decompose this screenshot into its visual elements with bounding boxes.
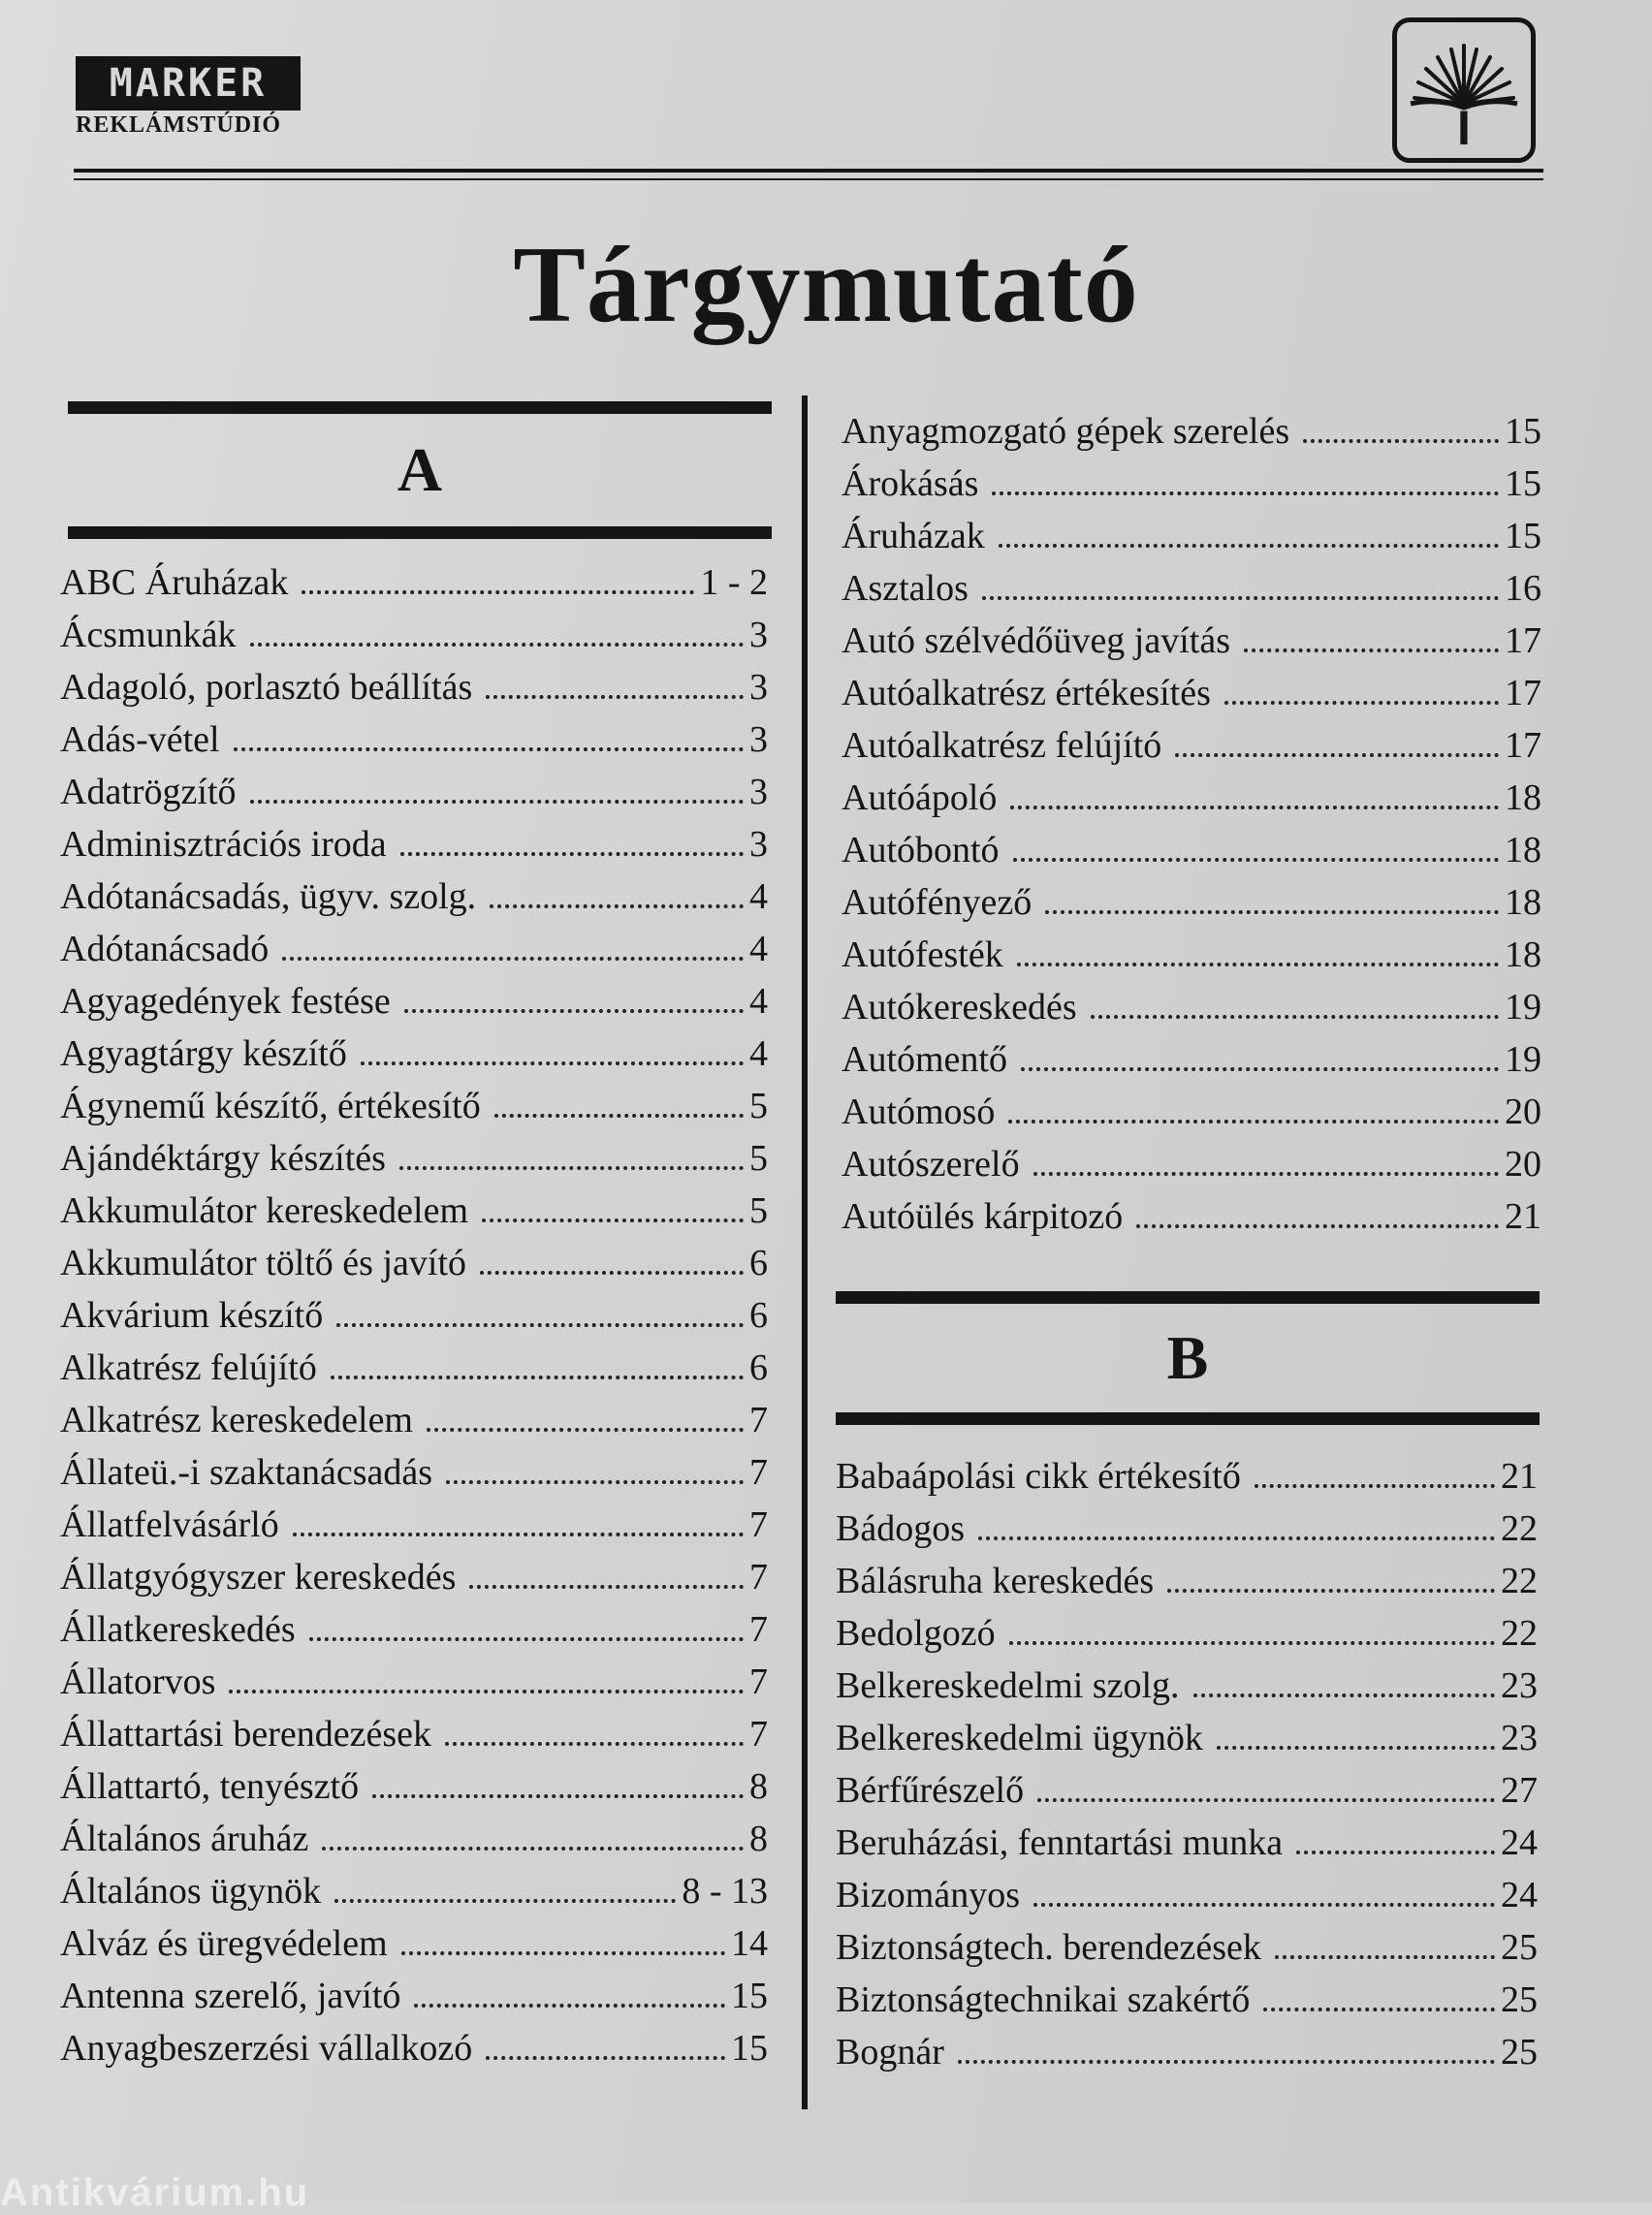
entry-page: 23 [1501, 1718, 1538, 1758]
entry-name: Állatgyógyszer kereskedés [60, 1557, 457, 1598]
entry-name: Árokásás [842, 463, 979, 504]
entry-name: Beruházási, fenntartási munka [836, 1822, 1284, 1863]
entry-page: 6 [749, 1347, 768, 1388]
entry-page: 5 [749, 1138, 768, 1179]
entry-name: Akvárium készítő [60, 1295, 324, 1336]
index-entry [60, 1020, 768, 1072]
index-entry [842, 973, 1541, 1026]
entry-page: 7 [749, 1504, 768, 1545]
index-entry [60, 1648, 768, 1700]
dot-leader [1037, 1798, 1495, 1802]
dot-leader [229, 1690, 744, 1693]
dot-leader [1193, 1693, 1495, 1697]
entry-name: Adótanácsadás, ügyv. szolg. [60, 876, 477, 917]
entry-page: 16 [1505, 568, 1541, 609]
dot-leader [1224, 701, 1499, 705]
entry-name: Belkereskedelmi szolg. [836, 1665, 1180, 1706]
logo-mark: MARKER [76, 56, 301, 111]
entry-name: Adótanácsadó [60, 929, 270, 969]
index-entry [60, 1124, 768, 1177]
index-entry [836, 1599, 1538, 1652]
dot-leader [399, 1166, 744, 1170]
dot-leader [1033, 1172, 1499, 1176]
index-entry [60, 1386, 768, 1439]
entry-name: Autóalkatrész felújító [842, 725, 1162, 766]
entry-name: Bizományos [836, 1875, 1020, 1915]
dot-leader [1009, 1641, 1495, 1645]
entry-name: Bedolgozó [836, 1613, 996, 1654]
index-list-b [836, 1442, 1538, 2071]
dot-leader [978, 1536, 1495, 1540]
entry-name: Bálásruha kereskedés [836, 1561, 1155, 1601]
index-entry [836, 1914, 1538, 1966]
index-entry [836, 2018, 1538, 2071]
entry-page: 8 [749, 1766, 768, 1807]
entry-name: Bérfűrészelő [836, 1770, 1025, 1811]
entry-page: 3 [749, 719, 768, 760]
section-bar-top [68, 401, 772, 414]
entry-page: 15 [1505, 463, 1541, 504]
dot-leader [1217, 1746, 1495, 1750]
entry-name: Autókereskedés [842, 987, 1077, 1028]
entry-page: 21 [1505, 1196, 1541, 1237]
entry-page: 4 [749, 876, 768, 917]
entry-name: Babaápolási cikk értékesítő [836, 1456, 1241, 1497]
entry-name: Általános áruház [60, 1819, 309, 1859]
entry-name: Adminisztrációs iroda [60, 824, 387, 865]
dot-leader [1091, 1015, 1499, 1019]
entry-name: Bognár [836, 2032, 944, 2073]
entry-name: Belkereskedelmi ügynök [836, 1718, 1203, 1758]
section-b-header [836, 1291, 1540, 1425]
entry-name: Alkatrész kereskedelem [60, 1400, 413, 1440]
entry-page: 14 [731, 1923, 768, 1964]
dot-leader [282, 957, 744, 961]
entry-name: Anyagmozgató gépek szerelés [842, 411, 1290, 452]
index-entry [60, 1805, 768, 1857]
index-entry [60, 863, 768, 915]
entry-page: 19 [1505, 987, 1541, 1028]
dot-leader [490, 904, 744, 908]
entry-page: 25 [1501, 1927, 1538, 1968]
index-list-right-a [842, 397, 1541, 1235]
index-entry [60, 1334, 768, 1386]
entry-page: 21 [1501, 1456, 1538, 1497]
entry-page: 5 [749, 1190, 768, 1231]
entry-page: 7 [749, 1609, 768, 1650]
dot-leader [331, 1376, 744, 1379]
dot-leader [494, 1114, 744, 1118]
entry-page: 22 [1501, 1508, 1538, 1549]
index-entry [60, 601, 768, 653]
entry-name: Agyagedények festése [60, 981, 391, 1022]
entry-name: Adatrögzítő [60, 772, 237, 812]
dot-leader [1033, 1903, 1495, 1907]
dot-leader [1021, 1067, 1499, 1071]
index-entry [836, 1756, 1538, 1809]
dot-leader [1010, 806, 1499, 809]
entry-name: Biztonságtech. berendezések [836, 1927, 1261, 1968]
watermark: Antikvárium.hu [0, 2171, 310, 2214]
dot-leader [250, 800, 744, 804]
page-title: Tárgymutató [513, 225, 1139, 345]
entry-page: 1 - 2 [700, 562, 768, 603]
entry-page: 18 [1505, 830, 1541, 870]
index-entry [60, 706, 768, 758]
index-entry [60, 1857, 768, 1910]
entry-name: Állatfelvásárló [60, 1504, 279, 1545]
entry-name: Bádogos [836, 1508, 965, 1549]
dot-leader [1296, 1851, 1495, 1854]
index-entry [60, 1596, 768, 1648]
section-bar-top [836, 1291, 1540, 1304]
entry-name: Autóbontó [842, 830, 1000, 870]
entry-page: 6 [749, 1295, 768, 1336]
entry-name: Agyagtárgy készítő [60, 1033, 347, 1074]
entry-page: 5 [749, 1086, 768, 1126]
entry-name: Anyagbeszerzési vállalkozó [60, 2028, 473, 2069]
entry-name: Asztalos [842, 568, 969, 609]
dot-leader [1175, 753, 1499, 757]
entry-name: Autómosó [842, 1092, 996, 1132]
entry-page: 3 [749, 772, 768, 812]
entry-page: 18 [1505, 777, 1541, 818]
index-entry [60, 1439, 768, 1491]
column-divider [802, 396, 808, 2109]
index-entry [842, 607, 1541, 659]
dot-leader [1136, 1224, 1499, 1228]
dot-leader [414, 2004, 725, 2008]
entry-page: 20 [1505, 1144, 1541, 1185]
entry-page: 3 [749, 824, 768, 865]
entry-page: 15 [1505, 516, 1541, 556]
index-entry [60, 1177, 768, 1229]
entry-name: Általános ügynök [60, 1871, 322, 1912]
entry-name: Alkatrész felújító [60, 1347, 317, 1388]
section-bar-bottom [836, 1412, 1540, 1425]
index-entry [60, 915, 768, 967]
index-entry [60, 1753, 768, 1805]
dot-leader [1013, 858, 1499, 862]
dot-leader [958, 2060, 1495, 2064]
entry-page: 7 [749, 1661, 768, 1702]
dot-leader [361, 1061, 744, 1065]
index-entry [836, 1652, 1538, 1704]
index-entry [60, 2014, 768, 2067]
dot-leader [1017, 963, 1499, 966]
entry-name: Autómentő [842, 1039, 1007, 1080]
index-entry [842, 1026, 1541, 1078]
index-entry [842, 397, 1541, 450]
index-list-left [60, 549, 768, 2067]
index-entry [836, 1547, 1538, 1599]
index-entry [60, 1072, 768, 1124]
entry-page: 15 [1505, 411, 1541, 452]
section-letter-a: A [397, 435, 443, 504]
index-entry [842, 1078, 1541, 1130]
index-entry [60, 758, 768, 810]
entry-page: 22 [1501, 1561, 1538, 1601]
section-letter-b: B [1166, 1323, 1209, 1392]
index-entry [842, 659, 1541, 712]
book-badge [1392, 17, 1536, 163]
entry-name: Áruházak [842, 516, 985, 556]
dot-leader [302, 590, 694, 594]
corner-letter: I [1457, 101, 1471, 155]
section-a-header [68, 401, 772, 539]
index-entry [60, 1700, 768, 1753]
index-entry [842, 554, 1541, 607]
entry-page: 3 [749, 615, 768, 655]
entry-page: 17 [1505, 620, 1541, 661]
entry-name: ABC Áruházak [60, 562, 289, 603]
dot-leader [480, 1271, 744, 1275]
index-entry [60, 1543, 768, 1596]
dot-leader [1045, 910, 1499, 914]
dot-leader [992, 491, 1499, 495]
entry-page: 4 [749, 981, 768, 1022]
entry-page: 18 [1505, 882, 1541, 923]
dot-leader [1263, 2008, 1495, 2011]
dot-leader [482, 1218, 744, 1222]
index-entry [842, 869, 1541, 921]
entry-name: Állateü.-i szaktanácsadás [60, 1452, 433, 1493]
entry-name: Autószerelő [842, 1144, 1020, 1185]
entry-page: 6 [749, 1243, 768, 1283]
index-entry [842, 502, 1541, 554]
dot-leader [404, 1009, 744, 1013]
index-entry [60, 1229, 768, 1282]
entry-name: Akkumulátor kereskedelem [60, 1190, 469, 1231]
dot-leader [309, 1637, 744, 1641]
dot-leader [486, 2056, 725, 2060]
entry-page: 27 [1501, 1770, 1538, 1811]
entry-page: 7 [749, 1714, 768, 1755]
dot-leader [1275, 1955, 1495, 1959]
entry-page: 17 [1505, 725, 1541, 766]
entry-name: Állattartási berendezések [60, 1714, 431, 1755]
entry-page: 7 [749, 1400, 768, 1440]
dot-leader [400, 852, 744, 856]
dot-leader [336, 1323, 744, 1327]
entry-name: Ágynemű készítő, értékesítő [60, 1086, 481, 1126]
dot-leader [1244, 649, 1499, 652]
dot-leader [250, 643, 744, 647]
index-entry [60, 1282, 768, 1334]
index-entry [842, 1130, 1541, 1183]
entry-name: Ajándéktárgy készítés [60, 1138, 386, 1179]
entry-name: Ácsmunkák [60, 615, 237, 655]
entry-name: Autófesték [842, 934, 1003, 975]
entry-name: Alváz és üregvédelem [60, 1923, 388, 1964]
dot-leader [293, 1533, 744, 1536]
header-rule-thin [74, 178, 1543, 180]
entry-page: 25 [1501, 2032, 1538, 2073]
entry-page: 25 [1501, 1979, 1538, 2020]
entry-name: Autóülés kárpitozó [842, 1196, 1124, 1237]
entry-name: Biztonságtechnikai szakértő [836, 1979, 1251, 2020]
index-entry [60, 810, 768, 863]
index-entry [836, 1442, 1538, 1495]
entry-name: Autó szélvédőüveg javítás [842, 620, 1231, 661]
dot-leader [982, 596, 1499, 600]
marker-logo [76, 56, 301, 139]
open-book-icon [1405, 32, 1523, 113]
entry-page: 8 - 13 [682, 1871, 768, 1912]
dot-leader [322, 1847, 744, 1851]
entry-name: Állatorvos [60, 1661, 216, 1702]
index-entry [60, 1491, 768, 1543]
index-entry [842, 764, 1541, 816]
index-entry [842, 1183, 1541, 1235]
entry-page: 19 [1505, 1039, 1541, 1080]
dot-leader [1008, 1120, 1499, 1123]
dot-leader [1167, 1589, 1495, 1593]
entry-name: Autófényező [842, 882, 1032, 923]
dot-leader [999, 544, 1499, 548]
dot-leader [1255, 1484, 1495, 1488]
dot-leader [234, 747, 744, 751]
index-entry [836, 1704, 1538, 1756]
dot-leader [445, 1742, 744, 1746]
header-rule [74, 169, 1543, 173]
index-entry [60, 653, 768, 706]
entry-name: Adagoló, porlasztó beállítás [60, 667, 473, 708]
entry-page: 24 [1501, 1875, 1538, 1915]
dot-leader [1303, 439, 1499, 443]
dot-leader [486, 695, 744, 699]
entry-page: 22 [1501, 1613, 1538, 1654]
entry-name: Autóápoló [842, 777, 998, 818]
index-entry [842, 712, 1541, 764]
index-entry [842, 921, 1541, 973]
entry-page: 4 [749, 1033, 768, 1074]
entry-name: Adás-vétel [60, 719, 220, 760]
dot-leader [334, 1899, 676, 1903]
entry-page: 23 [1501, 1665, 1538, 1706]
dot-leader [469, 1585, 744, 1589]
dot-leader [427, 1428, 744, 1432]
entry-page: 15 [731, 2028, 768, 2069]
entry-page: 8 [749, 1819, 768, 1859]
entry-name: Autóalkatrész értékesítés [842, 673, 1211, 713]
index-entry [842, 816, 1541, 869]
entry-name: Állatkereskedés [60, 1609, 296, 1650]
dot-leader [446, 1480, 744, 1484]
index-entry [836, 1809, 1538, 1861]
entry-page: 3 [749, 667, 768, 708]
entry-page: 20 [1505, 1092, 1541, 1132]
entry-name: Antenna szerelő, javító [60, 1976, 401, 2016]
dot-leader [401, 1951, 725, 1955]
entry-name: Állattartó, tenyésztő [60, 1766, 360, 1807]
entry-page: 15 [731, 1976, 768, 2016]
entry-page: 18 [1505, 934, 1541, 975]
index-entry [836, 1966, 1538, 2018]
entry-page: 4 [749, 929, 768, 969]
logo-subtitle: REKLÁMSTÚDIÓ [76, 112, 282, 138]
entry-page: 24 [1501, 1822, 1538, 1863]
entry-page: 17 [1505, 673, 1541, 713]
index-entry [842, 450, 1541, 502]
index-entry [60, 549, 768, 601]
dot-leader [372, 1794, 744, 1798]
index-entry [60, 1962, 768, 2014]
entry-page: 7 [749, 1452, 768, 1493]
index-entry [60, 967, 768, 1020]
entry-name: Akkumulátor töltő és javító [60, 1243, 467, 1283]
index-entry [836, 1495, 1538, 1547]
index-entry [836, 1861, 1538, 1914]
section-bar-bottom [68, 526, 772, 539]
entry-page: 7 [749, 1557, 768, 1598]
index-entry [60, 1910, 768, 1962]
